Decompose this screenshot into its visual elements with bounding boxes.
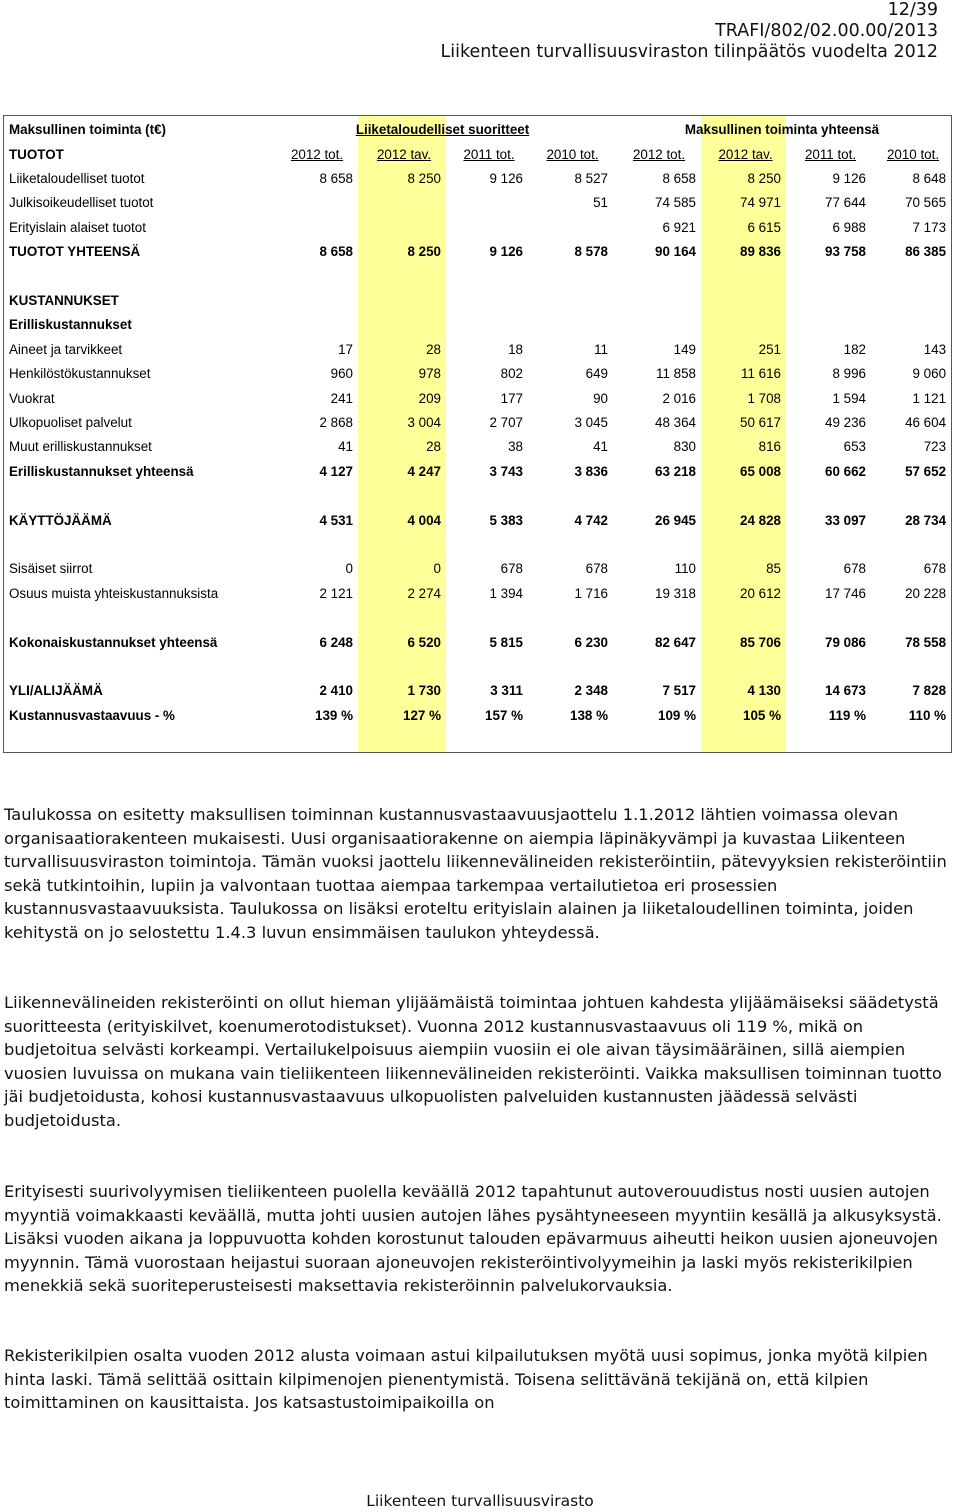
table-cell: 8 250 xyxy=(407,171,441,187)
year-header: 2012 tav. xyxy=(718,146,773,162)
table-cell xyxy=(272,313,358,337)
table-cell: 2 348 xyxy=(574,683,608,699)
row-label: YLI/ALIJÄÄMÄ xyxy=(9,683,103,699)
table-cell xyxy=(871,313,951,337)
table-cell: 33 097 xyxy=(825,512,866,528)
table-cell: 8 658 xyxy=(319,171,353,187)
table-cell: 8 996 xyxy=(832,366,866,382)
year-header: 2010 tot. xyxy=(886,146,940,162)
table-cell: 57 652 xyxy=(905,463,947,479)
table-cell xyxy=(446,215,528,239)
table-cell: 86 385 xyxy=(905,244,947,260)
row-label: KUSTANNUKSET xyxy=(9,293,119,309)
table-cell xyxy=(701,288,786,312)
table-cell: 182 xyxy=(843,341,866,357)
table-cell xyxy=(446,288,528,312)
table-cell: 8 250 xyxy=(747,171,781,187)
row-label: Osuus muista yhteiskustannuksista xyxy=(9,585,219,601)
table-cell: 1 394 xyxy=(489,585,523,601)
table-row xyxy=(4,703,951,727)
table-row xyxy=(4,240,951,264)
table-cell: 138 % xyxy=(570,707,608,723)
year-header: 2011 tot. xyxy=(463,146,515,162)
table-row xyxy=(4,191,951,215)
table-cell: 46 604 xyxy=(905,414,947,430)
table-cell: 649 xyxy=(585,366,608,382)
table-cell: 139 % xyxy=(315,707,353,723)
table-cell: 105 % xyxy=(743,707,781,723)
row-label: Erilliskustannukset xyxy=(9,317,132,333)
table-row xyxy=(4,679,951,703)
year-header-row xyxy=(4,142,951,166)
table-cell: 9 126 xyxy=(489,171,523,187)
table-cell: 49 236 xyxy=(825,414,866,430)
table-row xyxy=(4,630,951,654)
spacer-row xyxy=(4,532,951,556)
table-cell: 90 xyxy=(593,390,608,406)
table-cell: 251 xyxy=(758,341,781,357)
row-label: Julkisoikeudelliset tuotot xyxy=(9,195,154,211)
document-reference: TRAFI/802/02.00.00/2013 xyxy=(715,21,938,41)
table-cell: 8 658 xyxy=(662,171,696,187)
table-cell: 9 126 xyxy=(832,171,866,187)
table-cell: 143 xyxy=(923,341,947,357)
table-cell: 28 xyxy=(426,439,441,455)
table-cell xyxy=(786,288,871,312)
table-cell: 119 % xyxy=(828,707,866,723)
table-cell: 3 836 xyxy=(574,463,608,479)
table-cell: 6 248 xyxy=(319,634,353,650)
year-header: 2011 tot. xyxy=(804,146,857,162)
table-cell: 6 921 xyxy=(662,219,696,235)
table-cell: 9 060 xyxy=(912,366,947,382)
table-cell: 48 364 xyxy=(655,414,696,430)
spacer-row xyxy=(4,605,951,629)
table-cell xyxy=(871,288,951,312)
year-header: 2012 tot. xyxy=(290,146,344,162)
table-cell: 4 127 xyxy=(319,463,353,479)
spacer-cell xyxy=(4,483,951,507)
spacer-cell xyxy=(4,532,951,556)
table-cell xyxy=(272,288,358,312)
table-cell: 19 318 xyxy=(655,585,696,601)
table-row xyxy=(4,386,951,410)
table-cell: 2 410 xyxy=(319,683,353,699)
spacer-row xyxy=(4,654,951,678)
year-header: 2010 tot. xyxy=(546,146,599,162)
table-cell: 60 662 xyxy=(825,463,866,479)
table-cell: 4 742 xyxy=(574,512,608,528)
table-cell: 2 274 xyxy=(407,585,441,601)
table-cell: 3 743 xyxy=(489,463,523,479)
table-cell: 1 121 xyxy=(912,390,947,406)
page-footer: Liikenteen turvallisuusvirasto xyxy=(366,1492,594,1510)
table-cell xyxy=(358,313,446,337)
row-label: Muut erilliskustannukset xyxy=(9,439,152,455)
table-cell: 978 xyxy=(418,366,441,382)
table-title-row xyxy=(4,116,951,142)
table-cell: 7 517 xyxy=(662,683,696,699)
paragraph-3: Erityisesti suurivolyymisen tieliikenteen puolella keväällä 2012 tapahtunut autoverouudistus nosti uusien autojen myyntiä voimakkaasti keväällä, mutta johti uusien autojen lähes pysähtyneeseen myyntiin kesällä ja alkusyksystä. Lisäksi vuoden aikana ja loppuvuotta kohden korostunut talouden epävarmuus aiheutti heikon uusien ajoneuvojen myynnin. Tämä vuorostaan heijastui suoraan ajoneuvojen rekisteröintivolyymeihin ja laski myös rekisterikilpien menekkiä sekä suoriteperusteisesti maksettavia rekisteröinnin palvelukorvauksia. xyxy=(4,1182,942,1295)
row-label: TUOTOT YHTEENSÄ xyxy=(9,244,141,260)
table-cell: 802 xyxy=(500,366,523,382)
table-cell: 89 836 xyxy=(740,244,781,260)
spacer-cell xyxy=(4,264,951,288)
row-label: Ulkopuoliset palvelut xyxy=(9,414,132,430)
table-cell: 7 828 xyxy=(912,683,947,699)
table-cell: 77 644 xyxy=(825,195,866,211)
table-cell xyxy=(272,191,358,215)
group-header-business: Liiketaloudelliset suoritteet xyxy=(355,121,530,137)
table-row xyxy=(4,410,951,434)
table-cell: 109 % xyxy=(658,707,696,723)
table-row xyxy=(4,435,951,459)
table-cell: 28 xyxy=(426,341,441,357)
table-cell: 2 868 xyxy=(319,414,353,430)
table-cell: 209 xyxy=(418,390,441,406)
table-cell: 4 247 xyxy=(407,463,441,479)
table-cell: 6 520 xyxy=(407,634,441,650)
table-cell xyxy=(786,313,871,337)
table-cell xyxy=(528,215,613,239)
table-cell: 816 xyxy=(758,439,781,455)
row-label: Kokonaiskustannukset yhteensä xyxy=(9,634,218,650)
table-cell: 41 xyxy=(338,439,353,455)
spacer-row xyxy=(4,483,951,507)
table-row xyxy=(4,166,951,190)
paragraph-1: Taulukossa on esitetty maksullisen toiminnan kustannusvastaavuusjaottelu 1.1.2012 lähtien voimassa olevan organisaatiorakenteen mukaisesti. Uusi organisaatiorakenne on aiempia läpinäkyvämpi ja kuvastaa Liikenteen turvallisuusviraston toimintoja. Tämän vuoksi jaottelu liikennevälineiden rekisteröintiin, pätevyyksien rekisteröintiin sekä tutkintoihin, lupiin ja valvontaan tuottaa aiempaa tarkempaa vertailutietoa eri prosessien kustannusvastaavuuksista. Taulukossa on lisäksi eroteltu erityislain alainen ja liiketaloudellinen toiminta, joiden kehitystä on jo selostettu 1.4.3 luvun ensimmäisen taulukon yhteydessä. xyxy=(4,805,947,942)
table-row xyxy=(4,313,951,337)
table-row xyxy=(4,459,951,483)
table-cell: 127 % xyxy=(403,707,441,723)
table-cell: 5 383 xyxy=(489,512,523,528)
table-cell: 26 945 xyxy=(655,512,696,528)
table-cell xyxy=(272,215,358,239)
table-cell: 65 008 xyxy=(740,463,781,479)
table-cell: 8 578 xyxy=(574,244,608,260)
spacer-cell xyxy=(4,654,951,678)
table-cell: 678 xyxy=(843,561,866,577)
table-cell: 20 612 xyxy=(740,585,781,601)
page-number: 12/39 xyxy=(887,0,938,20)
table-cell: 678 xyxy=(923,561,947,577)
row-label: Erilliskustannukset yhteensä xyxy=(9,463,194,479)
table-cell: 11 616 xyxy=(741,366,781,382)
table-cell: 2 707 xyxy=(489,414,523,430)
table-cell: 8 658 xyxy=(319,244,353,260)
table-cell xyxy=(701,313,786,337)
table-cell xyxy=(358,288,446,312)
table-cell xyxy=(446,191,528,215)
table-cell xyxy=(528,288,613,312)
table-cell: 24 828 xyxy=(740,512,781,528)
table-cell: 11 xyxy=(594,341,608,357)
table-row xyxy=(4,508,951,532)
table-cell: 157 % xyxy=(485,707,523,723)
table-cell: 8 527 xyxy=(574,171,608,187)
table-cell: 78 558 xyxy=(905,634,947,650)
document-title: Liikenteen turvallisuusviraston tilinpäätös vuodelta 2012 xyxy=(440,42,938,62)
table-cell xyxy=(613,288,701,312)
table-cell: 1 594 xyxy=(832,390,866,406)
table-row xyxy=(4,362,951,386)
table-cell: 41 xyxy=(593,439,608,455)
table-cell: 6 615 xyxy=(747,219,781,235)
table-cell: 1 716 xyxy=(574,585,608,601)
row-label: Sisäiset siirrot xyxy=(9,561,93,577)
table-cell: 18 xyxy=(508,341,523,357)
paragraph-4: Rekisterikilpien osalta vuoden 2012 alusta voimaan astui kilpailutuksen myötä uusi sopimus, jonka myötä kilpien hinta laski. Tämä selittää osittain kilpimenojen pienentymistä. Toisena selittävänä tekijänä on, että kilpien toimittaminen on kausittaista. Jos katsastustoimipaikoilla on xyxy=(4,1346,928,1412)
table-cell: 3 045 xyxy=(574,414,608,430)
table-cell: 0 xyxy=(345,561,353,577)
table-cell: 149 xyxy=(673,341,696,357)
table-cell: 4 004 xyxy=(407,512,441,528)
row-label: Liiketaloudelliset tuotot xyxy=(9,171,145,187)
table-cell: 4 130 xyxy=(747,683,781,699)
table-cell: 85 xyxy=(766,561,781,577)
row-label: Erityislain alaiset tuotot xyxy=(9,219,146,235)
spacer-row xyxy=(4,264,951,288)
table-cell: 63 218 xyxy=(655,463,696,479)
table-cell: 110 xyxy=(674,561,696,577)
table-cell: 38 xyxy=(508,439,523,455)
table-cell: 0 xyxy=(433,561,441,577)
table-cell: 653 xyxy=(843,439,866,455)
table-cell: 51 xyxy=(593,195,608,211)
row-label: KÄYTTÖJÄÄMÄ xyxy=(9,512,112,528)
table-cell: 2 121 xyxy=(319,585,353,601)
table-cell: 3 004 xyxy=(407,414,441,430)
row-label: Aineet ja tarvikkeet xyxy=(9,341,123,357)
row-label: Kustannusvastaavuus - % xyxy=(9,707,175,723)
finance-table xyxy=(4,116,951,727)
table-cell xyxy=(613,313,701,337)
table-cell: 723 xyxy=(923,439,947,455)
table-row xyxy=(4,581,951,605)
group-header-total: Maksullinen toiminta yhteensä xyxy=(684,121,880,137)
table-cell: 90 164 xyxy=(655,244,696,260)
table-row xyxy=(4,288,951,312)
table-cell: 93 758 xyxy=(825,244,866,260)
table-cell: 4 531 xyxy=(319,512,353,528)
table-cell: 6 988 xyxy=(832,219,866,235)
table-cell: 7 173 xyxy=(912,219,947,235)
finance-table-frame xyxy=(3,115,952,753)
table-cell: 50 617 xyxy=(740,414,781,430)
table-cell: 17 746 xyxy=(825,585,866,601)
table-cell: 28 734 xyxy=(905,512,947,528)
table-cell: 177 xyxy=(500,390,523,406)
table-cell: 830 xyxy=(673,439,696,455)
table-cell: 110 % xyxy=(908,707,947,723)
table-cell xyxy=(358,191,446,215)
table-cell xyxy=(446,313,528,337)
spacer-cell xyxy=(4,605,951,629)
table-cell: 3 311 xyxy=(490,683,523,699)
table-cell: 79 086 xyxy=(825,634,866,650)
table-cell: 960 xyxy=(330,366,353,382)
row-label: Vuokrat xyxy=(9,390,55,406)
table-row xyxy=(4,215,951,239)
table-cell: 11 858 xyxy=(656,366,696,382)
table-cell: 20 228 xyxy=(905,585,947,601)
table-cell xyxy=(358,215,446,239)
table-cell: 85 706 xyxy=(740,634,781,650)
table-cell: 9 126 xyxy=(489,244,523,260)
table-cell: 1 708 xyxy=(747,390,781,406)
table-cell: 17 xyxy=(338,341,353,357)
table-cell: 678 xyxy=(585,561,608,577)
table-row xyxy=(4,557,951,581)
page-header xyxy=(440,0,938,63)
table-cell: 74 971 xyxy=(740,195,781,211)
section-label: TUOTOT xyxy=(9,146,64,162)
table-row xyxy=(4,337,951,361)
table-cell: 241 xyxy=(330,390,353,406)
table-cell: 14 673 xyxy=(825,683,866,699)
table-cell: 8 250 xyxy=(407,244,441,260)
table-cell: 5 815 xyxy=(489,634,523,650)
table-cell: 678 xyxy=(500,561,523,577)
table-title: Maksullinen toiminta (t€) xyxy=(9,121,166,137)
table-cell: 8 648 xyxy=(912,171,947,187)
table-cell xyxy=(528,313,613,337)
year-header: 2012 tav. xyxy=(376,146,432,162)
year-header: 2012 tot. xyxy=(632,146,686,162)
table-cell: 74 585 xyxy=(655,195,696,211)
table-cell: 2 016 xyxy=(662,390,696,406)
row-label: Henkilöstökustannukset xyxy=(9,366,151,382)
paragraph-2: Liikennevälineiden rekisteröinti on ollut hieman ylijäämäistä toimintaa johtuen kahdesta ylijäämäiseksi säädetystä suoritteesta (erityiskilvet, koenumerotodistukset). Vuonna 2012 kustannusvastaavuus oli 119 %, mikä on budjetoitua selvästi korkeampi. Vertailukelpoisuus aiempiin vuosiin ei ole aivan täysimääräinen, sillä aiempien vuosien luvuissa on mukana vain tieliikenteen liikennevälineiden rekisteröinti. Vaikka maksullisen toiminnan tuotto jäi budjetoidusta, kohosi kustannusvastaavuus ulkopuolisten palveluiden kustannusten jäädessä selvästi budjetoidusta. xyxy=(4,993,942,1130)
table-cell: 82 647 xyxy=(655,634,696,650)
table-cell: 1 730 xyxy=(407,683,441,699)
table-cell: 6 230 xyxy=(574,634,608,650)
table-cell: 70 565 xyxy=(905,195,947,211)
